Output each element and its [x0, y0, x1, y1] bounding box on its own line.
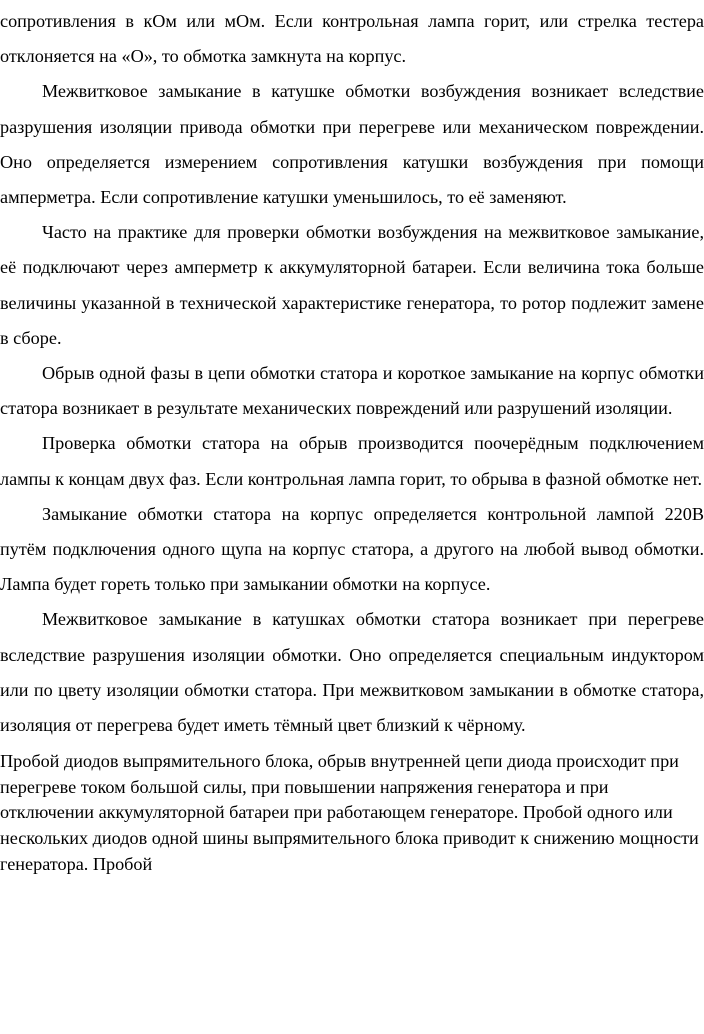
paragraph-phase-break: Обрыв одной фазы в цепи обмотки статора и короткое замыкание на корпус обмотки статора возникает в результате механических повреждений или разрушений изоляции. — [0, 363, 704, 419]
paragraph-ammeter-check: Часто на практике для проверки обмотки возбуждения на межвитковое замыкание, её подключают через амперметр к аккумуляторной батареи. Если величина тока больше величины указанной в технической характеристике генератора, то ротор подлежит замене в сборе. — [0, 222, 704, 348]
paragraph-continuation: сопротивления в кОм или мОм. Если контрольная лампа горит, или стрелка тестера отклоняется на «О», то обмотка замкнута на корпус. — [0, 11, 704, 67]
paragraph-stator-interturn: Межвитковое замыкание в катушках обмотки статора возникает при перегреве вследствие разрушения изоляции обмотки. Оно определяется специальным индуктором или по цвету изоляции обмотки статора. При межвитковом замыкании в обмотке статора, изоляция от перегрева будет иметь тёмный цвет близкий к чёрному. — [0, 609, 704, 736]
paragraph-stator-ground-check: Замыкание обмотки статора на корпус определяется контрольной лампой 220В путём подключения одного щупа на корпус статора, а другого на любой вывод обмотки. Лампа будет гореть только при замыкании обмотки на корпусе. — [0, 503, 704, 595]
paragraph-diode-breakdown: Пробой диодов выпрямительного блока, обрыв внутренней цепи диода происходит при перегреве током большой силы, при повышении напряжения генератора и при отключении аккумуляторной батареи при работающем генераторе. Пробой одного или нескольких диодов одной шины выпрямительного блока приводит к снижению мощности генератора. Пробой — [0, 751, 699, 874]
paragraph-interturn-excitation: Межвитковое замыкание в катушке обмотки возбуждения возникает вследствие разрушения изоляции привода обмотки при перегреве или механическом повреждении. Оно определяется измерением сопротивления катушки возбуждения при помощи амперметра. Если сопротивление катушки уменьшилось, то её заменяют. — [0, 81, 704, 208]
paragraph-stator-break-check: Проверка обмотки статора на обрыв производится поочерёдным подключением лампы к концам двух фаз. Если контрольная лампа горит, то обрыва в фазной обмотке нет. — [0, 433, 704, 489]
